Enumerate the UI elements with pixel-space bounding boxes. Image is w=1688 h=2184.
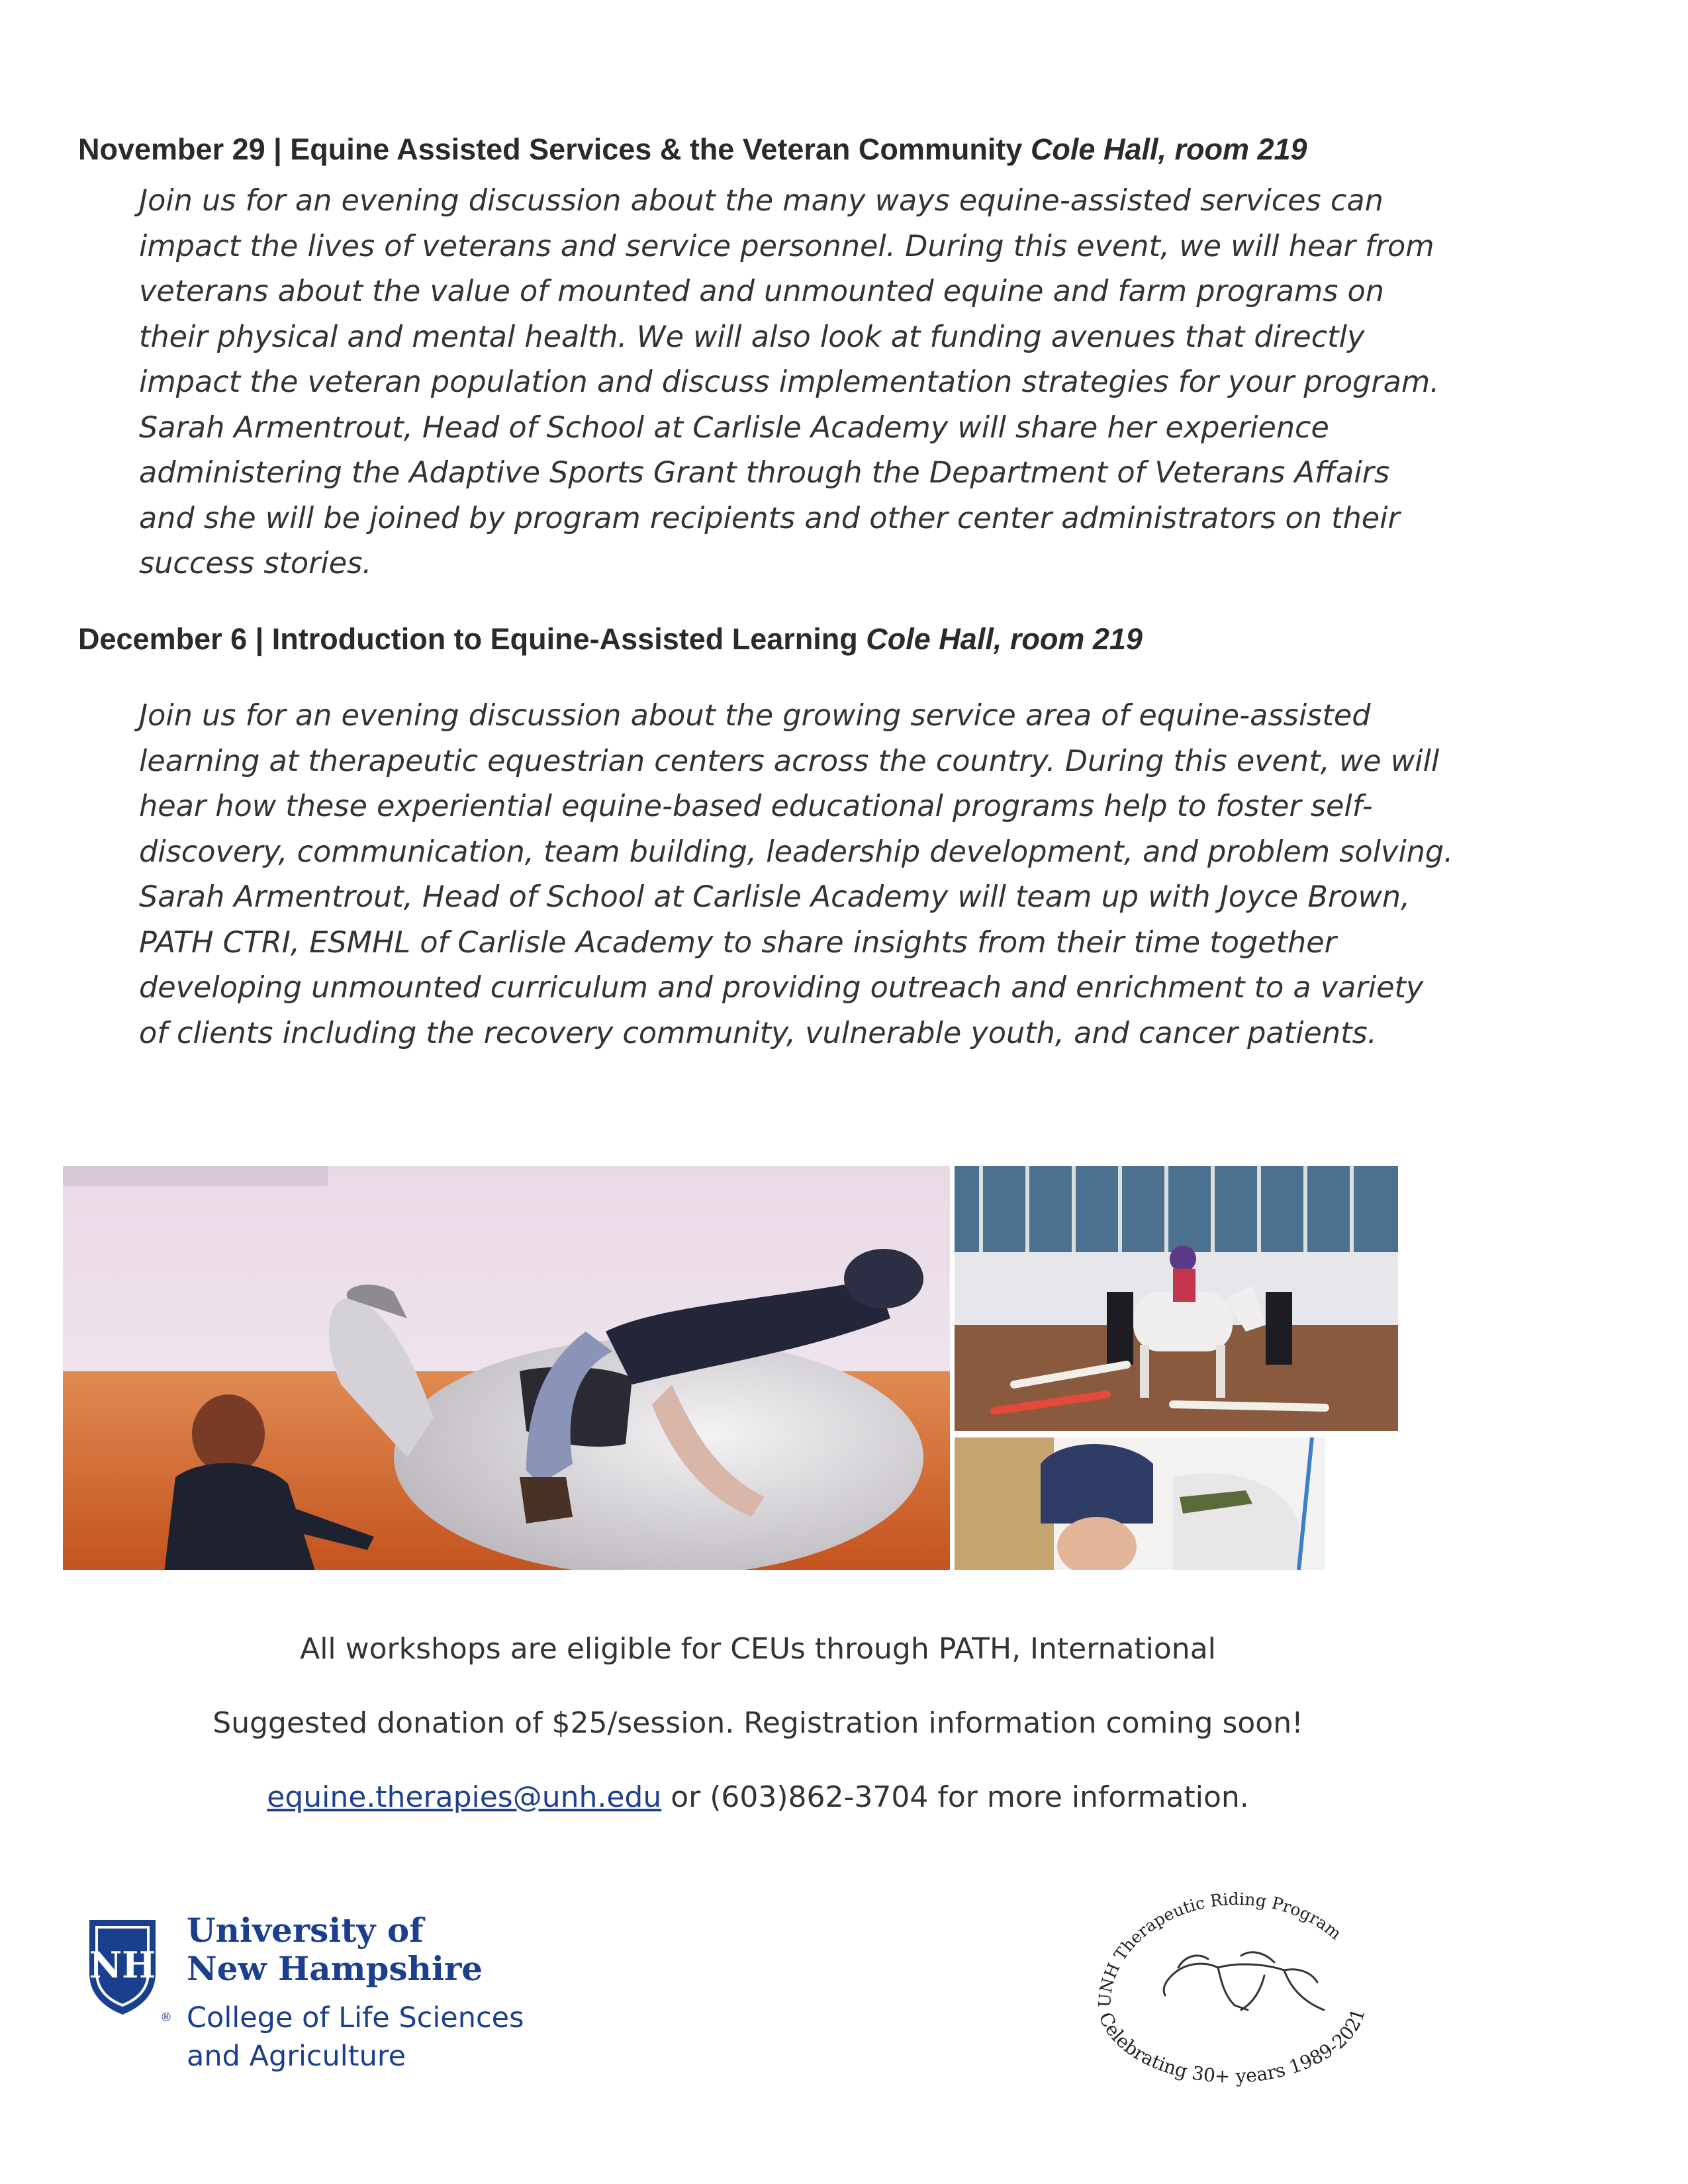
ceu-line: All workshops are eligible for CEUs through PATH, International — [300, 1632, 1216, 1666]
event-location: Cole Hall, room 219 — [866, 622, 1143, 656]
description-line: PATH CTRI, ESMHL of Carlisle Academy to share insights from their time together — [139, 925, 1336, 960]
contact-line — [0, 1780, 1516, 1814]
donation-line: Suggested donation of $25/session. Registration information coming soon! — [212, 1706, 1303, 1740]
seal-top-text: UNH Therapeutic Riding Program — [1095, 1889, 1346, 2008]
riding-program-seal — [1086, 1889, 1390, 2091]
unh-college — [187, 1999, 524, 2075]
email-link[interactable]: equine.therapies@unh.edu — [267, 1780, 662, 1814]
horse-sketch-icon — [1164, 1952, 1324, 2010]
registered-mark: ® — [160, 2011, 172, 2025]
unh-name-line: University of — [187, 1911, 424, 1950]
event-location: Cole Hall, room 219 — [1030, 132, 1307, 166]
svg-text:UNH Therapeutic Riding Program — [1095, 1889, 1345, 2008]
description-line: hear how these experiential equine-based educational programs help to foster self- — [139, 790, 1373, 823]
description-line: discovery, communication, team building, leadership development, and problem solving. — [139, 835, 1454, 869]
description-line: impact the veteran population and discuss implementation strategies for your program. — [139, 365, 1440, 399]
photo-arena — [955, 1166, 1398, 1431]
unh-college-line: and Agriculture — [187, 2040, 406, 2073]
description-line: Sarah Armentrout, Head of School at Carlisle Academy will team up with Joyce Brown, — [139, 880, 1411, 914]
unh-college-line: College of Life Sciences — [187, 2001, 524, 2034]
description-line: Sarah Armentrout, Head of School at Carlisle Academy will share her experience — [139, 410, 1329, 445]
description-line: of clients including the recovery community, vulnerable youth, and cancer patients. — [139, 1016, 1377, 1050]
description-line: administering the Adaptive Sports Grant through the Department of Veterans Affairs — [139, 456, 1390, 490]
photo-vaulting — [63, 1166, 950, 1570]
contact-text: or (603)862-3704 for more information. — [661, 1780, 1249, 1814]
description-line: impact the lives of veterans and service personnel. During this event, we will hear from — [139, 229, 1434, 263]
description-line: success stories. — [139, 547, 372, 580]
shield-letters: NH — [89, 1944, 156, 1986]
description-line: learning at therapeutic equestrian centers across the country. During this event, we will — [139, 744, 1440, 778]
event-heading-2 — [78, 622, 1143, 657]
unh-name — [187, 1911, 483, 1988]
description-line: developing unmounted curriculum and providing outreach and enrichment to a variety — [139, 971, 1424, 1005]
photo-helmet — [955, 1437, 1325, 1570]
event-description-2 — [139, 694, 1463, 1056]
unh-name-line: New Hampshire — [187, 1949, 483, 1988]
seal-bottom-text: Celebrating 30+ years 1989-2021 — [1094, 2005, 1370, 2087]
description-line: veterans about the value of mounted and unmounted equine and farm programs on — [139, 275, 1384, 308]
description-line: their physical and mental health. We will also look at funding avenues that directly — [139, 320, 1365, 354]
unh-shield-logo — [86, 1917, 159, 2019]
event-date-title: November 29 | Equine Assisted Services & the Veteran Community — [78, 132, 1023, 166]
svg-text:Celebrating 30+ years 1989-202 — [1094, 2006, 1370, 2087]
event-heading-1 — [78, 132, 1307, 167]
event-description-1 — [139, 179, 1463, 587]
description-line: Join us for an evening discussion about the many ways equine-assisted services can — [139, 184, 1383, 218]
description-line: and she will be joined by program recipients and other center administrators on their — [139, 501, 1400, 535]
event-date-title: December 6 | Introduction to Equine-Assisted Learning — [78, 622, 858, 656]
description-line: Join us for an evening discussion about the growing service area of equine-assisted — [139, 699, 1371, 733]
